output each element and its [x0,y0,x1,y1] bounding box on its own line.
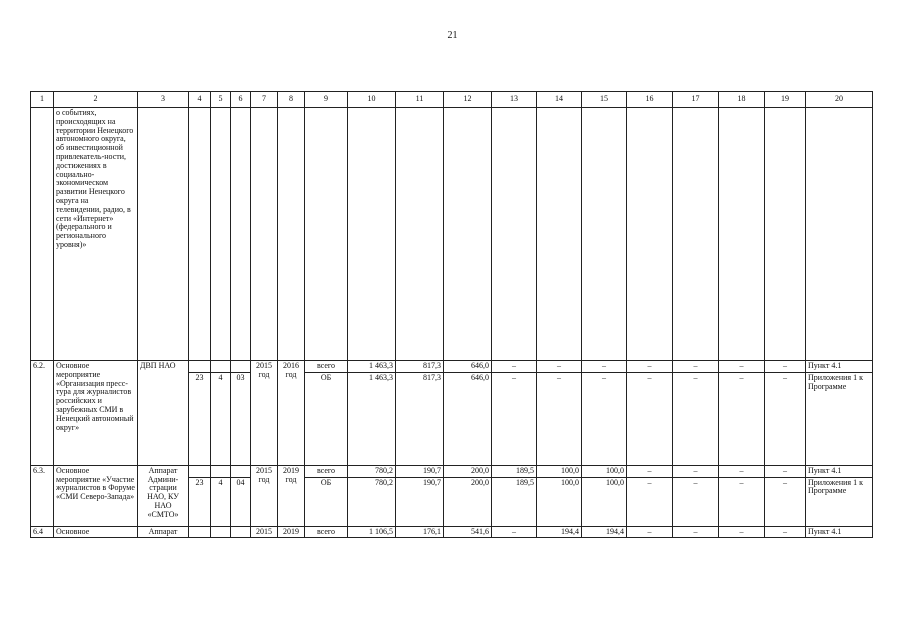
col-header: 13 [492,92,537,108]
value-cell: 1 463,3 [348,361,396,373]
value-cell: – [582,372,627,465]
start-year: 2015 год [251,465,278,526]
value-cell: 194,4 [582,526,627,538]
col-header: 17 [673,92,719,108]
value-cell: 100,0 [537,465,582,477]
page-number: 21 [447,30,458,41]
header-row [31,92,873,108]
row-number: 6.3. [31,465,54,526]
value-cell: – [582,361,627,373]
value-cell: – [492,372,537,465]
value-cell: – [627,372,673,465]
col-header: 18 [719,92,765,108]
value-cell: – [537,361,582,373]
continuation-row [31,108,873,361]
end-year: 2019 год [278,465,305,526]
value-cell: 780,2 [348,465,396,477]
value-cell: – [627,477,673,526]
col-header: 16 [627,92,673,108]
col-header: 10 [348,92,396,108]
value-cell: – [719,361,765,373]
executor: Аппарат Админи-страции НАО, КУ НАО «СМТО» [138,465,189,526]
value-cell: 646,0 [444,361,492,373]
value-cell: 190,7 [396,465,444,477]
value-cell: – [719,372,765,465]
value-cell: – [492,526,537,538]
value-cell: 1 463,3 [348,372,396,465]
activity-name: Основное мероприятие «Участие журналистов в Форуме «СМИ Северо-Запада» [54,465,138,526]
funding-source: ОБ [305,477,348,526]
value-cell: 100,0 [582,465,627,477]
value-cell: 200,0 [444,477,492,526]
table-row [31,465,873,477]
reference: Пункт 4.1 [806,361,873,373]
value-cell: 817,3 [396,372,444,465]
funding-source: всего [305,361,348,373]
col-header: 6 [231,92,251,108]
col-header: 20 [806,92,873,108]
col-header: 5 [211,92,231,108]
col-header: 12 [444,92,492,108]
col-header: 9 [305,92,348,108]
program-activities-table [30,91,873,538]
table-row [31,361,873,373]
table-row [31,526,873,538]
value-cell: 100,0 [537,477,582,526]
value-cell: 189,5 [492,465,537,477]
reference: Приложения 1 к Программе [806,477,873,526]
value-cell: – [492,361,537,373]
value-cell: – [673,372,719,465]
col-header: 1 [31,92,54,108]
reference: Пункт 4.1 [806,465,873,477]
value-cell: 541,6 [444,526,492,538]
value-cell: – [627,465,673,477]
executor: Аппарат [138,526,189,538]
value-cell: 176,1 [396,526,444,538]
col-header: 2 [54,92,138,108]
value-cell: – [765,361,806,373]
value-cell: – [673,526,719,538]
col-header: 15 [582,92,627,108]
value-cell: – [627,526,673,538]
code-cell: 4 [211,477,231,526]
col-header: 8 [278,92,305,108]
value-cell: – [673,361,719,373]
value-cell: – [719,526,765,538]
row-number: 6.2. [31,361,54,466]
code-cell: 23 [189,372,211,465]
funding-source: всего [305,526,348,538]
value-cell: 780,2 [348,477,396,526]
activity-name: Основное [54,526,138,538]
activity-name: Основное мероприятие «Организация пресс-тура для журналистов российских и зарубежных СМИ в Ненецкий автономный округ» [54,361,138,466]
value-cell: 1 106,5 [348,526,396,538]
col-header: 11 [396,92,444,108]
reference: Приложения 1 к Программе [806,372,873,465]
col-header: 7 [251,92,278,108]
value-cell: – [719,477,765,526]
value-cell: – [765,372,806,465]
value-cell: 200,0 [444,465,492,477]
col-header: 14 [537,92,582,108]
funding-source: ОБ [305,372,348,465]
value-cell: – [719,465,765,477]
col-header: 3 [138,92,189,108]
code-cell: 03 [231,372,251,465]
reference: Пункт 4.1 [806,526,873,538]
row-number: 6.4 [31,526,54,538]
col-header: 19 [765,92,806,108]
value-cell: 646,0 [444,372,492,465]
continued-activity-text: о событиях, происходящих на территории Ненецкого автономного округа, об инвестиционной привлекатель-ности, достижениях в социально-экономическом развитии Ненецкого округа на телевидении, радио, в сети «Интернет» (федерального и регионального уровня)» [54,108,138,361]
value-cell: 817,3 [396,361,444,373]
value-cell: – [537,372,582,465]
end-year: 2019 [278,526,305,538]
start-year: 2015 год [251,361,278,466]
value-cell: – [765,465,806,477]
col-header: 4 [189,92,211,108]
value-cell: – [627,361,673,373]
value-cell: 190,7 [396,477,444,526]
end-year: 2016 год [278,361,305,466]
code-cell: 23 [189,477,211,526]
code-cell: 04 [231,477,251,526]
value-cell: 194,4 [537,526,582,538]
funding-source: всего [305,465,348,477]
value-cell: – [765,526,806,538]
start-year: 2015 [251,526,278,538]
value-cell: – [765,477,806,526]
value-cell: – [673,465,719,477]
value-cell: – [673,477,719,526]
code-cell: 4 [211,372,231,465]
executor: ДВП НАО [138,361,189,466]
value-cell: 189,5 [492,477,537,526]
value-cell: 100,0 [582,477,627,526]
